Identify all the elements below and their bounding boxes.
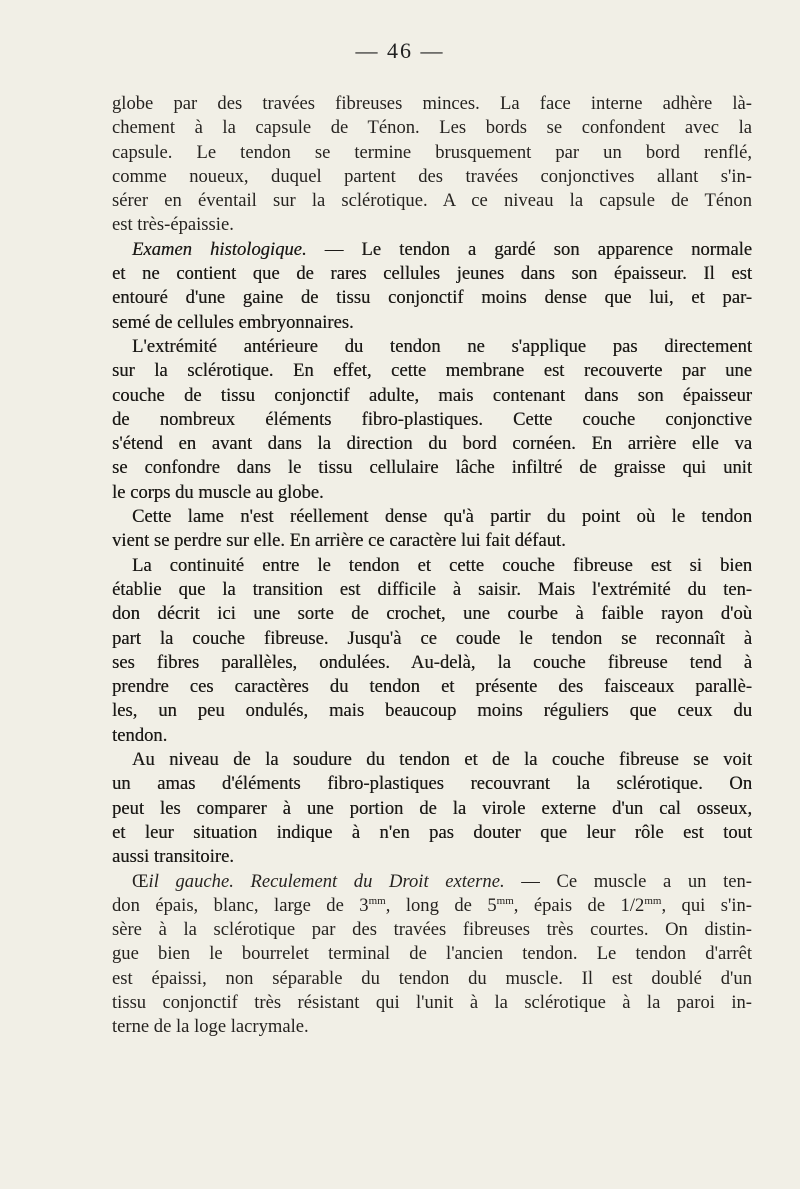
text-line: s'étend en avant dans la direction du bord cornéen. En arrière elle va [112,433,752,455]
text-fragment: — Le tendon a gardé son apparence normale [306,238,752,260]
unit-superscript: mm [368,894,386,907]
text-line: gue bien le bourrelet terminal de l'ancien tendon. Le tendon d'arrêt [112,943,752,965]
text-line: peut les comparer à une portion de la virole externe d'un cal osseux, [112,797,752,819]
unit-superscript: mm [644,894,662,907]
text-line: chement à la capsule de Ténon. Les bords se confondent avec la [112,117,752,139]
text-line: tissu conjonctif très résistant qui l'unit à la sclérotique à la paroi in- [112,991,752,1013]
text-line: sérer en éventail sur la sclérotique. A ce niveau la capsule de Ténon [112,190,752,212]
paragraph [112,748,752,869]
unit-superscript: mm [496,894,514,907]
text-line [112,870,752,894]
text-line: couche de tissu conjonctif adulte, mais contenant dans son épaisseur [112,384,752,406]
text-line: établie que la transition est difficile à saisir. Mais l'extrémité du ten- [112,578,752,600]
text-line: sur la sclérotique. En effet, cette membrane est recouverte par une [112,360,752,382]
text-line: aussi transitoire. [112,846,234,868]
text-line: est très-épaissie. [112,214,234,236]
text-line: capsule. Le tendon se termine brusquement par un bord renflé, [112,141,752,163]
text-line: le corps du muscle au globe. [112,481,324,503]
text-line: terne de la loge lacrymale. [112,1016,309,1038]
paragraph [112,92,752,238]
text-line: don décrit ici une sorte de crochet, une courbe à faible rayon d'où [112,603,752,625]
text-line: les, un peu ondulés, mais beaucoup moins réguliers que ceux du [112,700,752,722]
text-line: tendon. [112,724,168,746]
text-fragment: , épais de 1/2 [513,894,645,916]
text-line: prendre ces caractères du tendon et présente des faisceaux parallè- [112,676,752,698]
text-line: semé de cellules embryonnaires. [112,311,354,333]
text-line: part la couche fibreuse. Jusqu'à ce coude le tendon se reconnaît à [112,627,752,649]
text-line: La continuité entre le tendon et cette couche fibreuse est si bien [132,554,752,576]
body-text [112,92,752,1040]
paragraph [112,554,752,748]
text-line: de nombreux éléments fibro-plastiques. Cette couche conjonctive [112,408,752,430]
paragraph [112,870,752,1040]
text-line: comme noueux, duquel partent des travées conjonctives allant s'in- [112,165,752,187]
italic-heading: Examen histologique. [132,238,307,260]
page-number: — 46 — [355,38,445,63]
paragraph [112,238,752,335]
text-line: et ne contient que de rares cellules jeunes dans son épaisseur. Il est [112,263,752,285]
text-line: ses fibres parallèles, ondulées. Au-delà, la couche fibreuse tend à [112,651,752,673]
paragraph [112,335,752,505]
text-line: globe par des travées fibreuses minces. La face interne adhère là- [112,93,752,114]
paragraph [112,505,752,554]
text-fragment: Œ [132,870,149,892]
text-fragment: don épais, blanc, large de 3 [112,894,369,916]
text-fragment: , qui s'in- [661,894,752,916]
text-line: est épaissi, non séparable du tendon du muscle. Il est doublé d'un [112,967,752,989]
text-line: et leur situation indique à n'en pas douter que leur rôle est tout [112,821,752,843]
text-line: sère à la sclérotique par des travées fibreuses très courtes. On distin- [112,919,752,941]
text-line: Au niveau de la soudure du tendon et de la couche fibreuse se voit [132,749,752,771]
text-line: Cette lame n'est réellement dense qu'à partir du point où le tendon [132,506,752,528]
text-line: entouré d'une gaine de tissu conjonctif moins dense que lui, et par- [112,287,752,309]
italic-heading: il gauche. Reculement du Droit externe. [148,870,505,892]
text-line: un amas d'éléments fibro-plastiques recouvrant la sclérotique. On [112,773,752,795]
text-line: L'extrémité antérieure du tendon ne s'applique pas directement [132,335,752,357]
text-line: vient se perdre sur elle. En arrière ce caractère lui fait défaut. [112,530,566,552]
text-line: se confondre dans le tissu cellulaire lâche infiltré de graisse qui unit [112,457,752,479]
text-fragment: , long de 5 [385,894,497,916]
text-line [112,894,752,918]
text-fragment: — Ce muscle a un ten- [504,870,752,892]
text-line [112,238,752,262]
